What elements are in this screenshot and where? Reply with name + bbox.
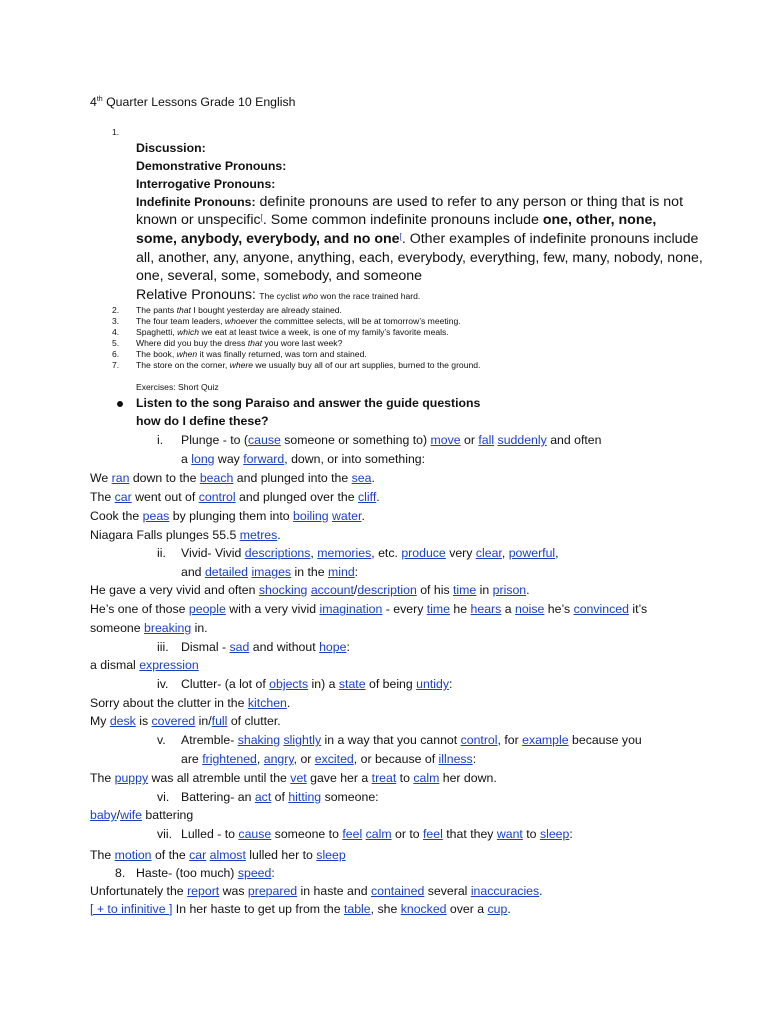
text-run: , [256, 752, 264, 766]
text-run: , down, or into something: [284, 452, 426, 466]
text-run: I bought yesterday are already stained. [190, 305, 342, 315]
text-run: one, other, none, [542, 212, 657, 228]
text-run: someone: [321, 790, 379, 804]
text-run: gave her a [306, 771, 372, 785]
word-link[interactable]: produce [401, 546, 446, 560]
word-link[interactable]: prepared [247, 884, 298, 898]
heading-indefinite: Indefinite Pronouns: [136, 195, 256, 209]
word-link[interactable]: [ + to infinitive ] [90, 902, 173, 916]
list-number: vi. [157, 790, 170, 804]
text-run: that they [442, 827, 497, 841]
word-link[interactable]: sad [229, 640, 250, 654]
example-sentence [90, 601, 647, 618]
word-link[interactable]: peas [142, 509, 170, 523]
word-link[interactable]: inaccuracies [470, 884, 540, 898]
word-link[interactable]: fall [478, 433, 495, 447]
word-link[interactable]: imagination [319, 602, 383, 616]
list-number: 6. [112, 349, 120, 359]
word-link[interactable]: detailed [204, 565, 249, 579]
word-link[interactable]: clear [475, 546, 502, 560]
text-run: Lulled - to [181, 827, 239, 841]
text-run: are [181, 752, 203, 766]
text-run: . [277, 528, 281, 542]
word-link[interactable]: control [198, 490, 236, 504]
word-link[interactable]: people [188, 602, 226, 616]
word-link[interactable]: metres [239, 528, 278, 542]
text-run: : [271, 866, 275, 880]
text-run: won the race trained hard. [318, 291, 421, 301]
example-sentence [90, 883, 543, 900]
text-run: someone or something to) [280, 433, 431, 447]
text-run: Where did you buy the dress [136, 338, 248, 348]
text-run: , [501, 546, 509, 560]
text-run: . [371, 471, 375, 485]
word-link[interactable]: feel [423, 827, 443, 841]
text-run: in [476, 583, 493, 597]
text-run: , or because of [353, 752, 439, 766]
word-link[interactable]: water [332, 509, 362, 523]
text-run: where [229, 360, 254, 370]
list-number: 1. [112, 127, 120, 137]
word-link[interactable]: covered [151, 714, 196, 728]
list-item [112, 349, 367, 360]
example-sentence [90, 807, 193, 824]
vocab-item-atremble [157, 732, 642, 749]
word-link[interactable]: cause [248, 433, 281, 447]
text-run: We [90, 471, 112, 485]
word-link[interactable]: descriptions [244, 546, 311, 560]
vocab-item-haste [115, 865, 275, 882]
text-run: or [460, 433, 479, 447]
word-link[interactable]: long [191, 452, 215, 466]
example-sentence [90, 770, 497, 787]
text-run: , etc. [371, 546, 402, 560]
text-run: which [177, 327, 200, 337]
text-run: to [522, 827, 540, 841]
word-link[interactable]: want [496, 827, 523, 841]
word-link[interactable]: move [430, 433, 461, 447]
text-run: and [181, 565, 205, 579]
word-link[interactable]: sleep [316, 848, 346, 862]
text-run: of the [151, 848, 190, 862]
text-run: was all atremble until the [148, 771, 291, 785]
text-run: Haste- (too much) [136, 866, 238, 880]
word-link[interactable]: time [426, 602, 451, 616]
word-link[interactable]: account [310, 583, 354, 597]
word-link[interactable]: hitting [288, 790, 322, 804]
word-link[interactable]: noise [514, 602, 545, 616]
word-link[interactable]: kitchen [247, 696, 287, 710]
indefinite-line-4: all, another, any, anyone, anything, each, everybody, everything, few, many, nobody, none, [136, 250, 703, 266]
word-link[interactable]: full [211, 714, 228, 728]
word-link[interactable]: forward [243, 452, 285, 466]
text-run: of clutter. [227, 714, 281, 728]
text-run: you wore last week? [262, 338, 343, 348]
list-number: 3. [112, 316, 120, 326]
word-link[interactable]: speed [237, 866, 272, 880]
relative-line [136, 286, 420, 304]
word-link[interactable]: description [357, 583, 417, 597]
text-run: several [424, 884, 471, 898]
word-link[interactable]: puppy [114, 771, 149, 785]
word-link[interactable]: almost [209, 848, 246, 862]
example-sentence [90, 508, 365, 525]
word-link[interactable]: suddenly [497, 433, 547, 447]
vocab-item-lulled [157, 826, 573, 843]
word-link[interactable]: sleep [539, 827, 570, 841]
text-run: someone to [271, 827, 343, 841]
list-number: 2. [112, 305, 120, 315]
text-run: , or [293, 752, 315, 766]
text-run: : [472, 752, 477, 766]
text-run: My [90, 714, 110, 728]
word-link[interactable]: calm [365, 827, 392, 841]
text-run: known or unspecific [136, 212, 261, 228]
text-run: or to [391, 827, 424, 841]
word-link[interactable]: objects [269, 677, 309, 691]
word-link[interactable]: shocking [258, 583, 308, 597]
text-run: of [271, 790, 289, 804]
title-text: 4 [90, 95, 97, 109]
text-run: Cook the [90, 509, 143, 523]
text-run: that [176, 305, 191, 315]
text-run: because you [568, 733, 642, 747]
word-link[interactable]: excited [314, 752, 354, 766]
text-run: Plunge - to ( [181, 433, 248, 447]
text-run: down to the [129, 471, 200, 485]
word-link[interactable]: state [338, 677, 366, 691]
text-run: in a way that you cannot [321, 733, 461, 747]
word-link[interactable]: baby [90, 808, 117, 822]
example-sentence [90, 713, 281, 730]
text-run: . [286, 696, 291, 710]
word-link[interactable]: angry [263, 752, 294, 766]
text-run: and plunged into the [233, 471, 352, 485]
example-sentence-cont [90, 620, 208, 637]
text-run: The four team leaders, [136, 316, 225, 326]
text-run: very [445, 546, 476, 560]
word-link[interactable]: prison [492, 583, 527, 597]
word-link[interactable]: example [522, 733, 569, 747]
word-link[interactable]: sea [351, 471, 372, 485]
text-run: . [361, 509, 365, 523]
text-run: Unfortunately the [90, 884, 188, 898]
text-run: The cyclist [259, 291, 303, 301]
text-run: battering [141, 808, 194, 822]
text-run: Spaghetti, [136, 327, 178, 337]
text-run: is [135, 714, 152, 728]
text-run: . [376, 490, 380, 504]
text-run: he’s [544, 602, 574, 616]
list-item [112, 327, 449, 338]
list-number: 4. [112, 327, 120, 337]
text-run: The store on the corner, [136, 360, 230, 370]
text-run: her down. [439, 771, 497, 785]
example-sentence [90, 582, 530, 599]
word-link[interactable]: cause [238, 827, 272, 841]
page-title [90, 94, 295, 111]
vocab-item-plunge [157, 432, 601, 449]
text-run: The pants [136, 305, 177, 315]
text-run: Clutter- (a lot of [181, 677, 270, 691]
text-run: in/ [195, 714, 212, 728]
word-link[interactable]: breaking [144, 621, 192, 635]
text-run: over a [446, 902, 488, 916]
text-run: was [219, 884, 248, 898]
text-run: , [555, 546, 559, 560]
text-run: Niagara Falls plunges 55.5 [90, 528, 240, 542]
word-link[interactable]: hears [470, 602, 502, 616]
word-link[interactable]: car [114, 490, 132, 504]
text-run: / [353, 583, 358, 597]
indefinite-line-3 [136, 230, 698, 248]
text-run: The book, [136, 349, 177, 359]
example-sentence [90, 527, 281, 544]
text-run: in haste and [297, 884, 371, 898]
word-link[interactable]: cup [487, 902, 508, 916]
text-run: Dismal - [181, 640, 230, 654]
exercises-label: Exercises: Short Quiz [136, 382, 219, 392]
word-link[interactable]: vet [290, 771, 307, 785]
text-run: : [448, 677, 453, 691]
example-sentence [90, 695, 290, 712]
text-run: he [450, 602, 471, 616]
text-run: it was finally returned, was torn and stained. [197, 349, 367, 359]
bullet-icon [117, 401, 123, 407]
word-link[interactable]: slightly [283, 733, 322, 747]
word-link[interactable]: motion [114, 848, 152, 862]
word-link[interactable]: illness [438, 752, 473, 766]
text-run: He gave a very vivid and often [90, 583, 259, 597]
list-item [112, 360, 480, 371]
text-run: The [90, 490, 115, 504]
footnote-link[interactable]: [ [260, 213, 263, 222]
word-link[interactable]: cliff [358, 490, 377, 504]
word-link[interactable]: act [254, 790, 272, 804]
list-number: 5. [112, 338, 120, 348]
footnote-link[interactable]: [ [399, 232, 402, 241]
heading-discussion: Discussion: [136, 141, 206, 155]
title-text: Quarter Lessons Grade 10 English [102, 95, 296, 109]
word-link[interactable]: desk [109, 714, 136, 728]
word-link[interactable]: beach [199, 471, 234, 485]
text-run: The [90, 771, 115, 785]
word-link[interactable]: powerful [508, 546, 556, 560]
word-link[interactable]: time [453, 583, 477, 597]
text-run: way [214, 452, 244, 466]
text-run: , [310, 546, 318, 560]
text-run: to [396, 771, 414, 785]
heading-interrogative: Interrogative Pronouns: [136, 177, 276, 191]
text-run: . [507, 902, 511, 916]
text-run: and often [546, 433, 602, 447]
vocab-item-vivid [157, 545, 559, 562]
text-run: whoever [224, 316, 258, 326]
word-link[interactable]: wife [120, 808, 142, 822]
text-run: of his [416, 583, 454, 597]
text-run: in the [291, 565, 329, 579]
word-link[interactable]: expression [139, 658, 199, 672]
word-link[interactable]: boiling [293, 509, 329, 523]
example-sentence [90, 489, 380, 506]
word-link[interactable]: untidy [416, 677, 449, 691]
example-sentence [90, 901, 511, 918]
text-run: He’s one of those [90, 602, 189, 616]
text-run: and without [249, 640, 320, 654]
text-run: Sorry about the clutter in the [90, 696, 248, 710]
word-link[interactable]: memories [317, 546, 372, 560]
word-link[interactable]: mind [328, 565, 355, 579]
word-link[interactable]: calm [413, 771, 440, 785]
word-link[interactable]: feel [342, 827, 363, 841]
vocab-item-clutter [157, 676, 452, 693]
vocab-item-battering [157, 789, 379, 806]
text-run: went out of [131, 490, 199, 504]
example-sentence [90, 657, 199, 674]
text-run: someone [90, 621, 145, 635]
text-run: we eat at least twice a week, is one of my family’s favorite meals. [199, 327, 449, 337]
list-item [112, 305, 342, 316]
list-number: iii. [157, 640, 169, 654]
text-run: . Other examples of indefinite pronouns include [401, 231, 699, 247]
text-run: The [90, 848, 115, 862]
word-link[interactable]: ran [111, 471, 130, 485]
list-number: i. [157, 433, 164, 447]
vocab-item-plunge-cont [181, 451, 425, 468]
text-run: lulled her to [245, 848, 317, 862]
text-run: / [116, 808, 121, 822]
list-number: 8. [115, 866, 126, 880]
text-run: some, anybody, everybody, and no one [136, 231, 400, 247]
example-sentence [90, 470, 375, 487]
text-run: in) a [308, 677, 339, 691]
word-link[interactable]: treat [371, 771, 397, 785]
text-run: definite pronouns are used to refer to any person or thing that is not [255, 194, 684, 210]
word-link[interactable]: knocked [400, 902, 447, 916]
text-run: In her haste to get up from the [172, 902, 344, 916]
text-run: , she [370, 902, 401, 916]
list-number: iv. [157, 677, 169, 691]
word-link[interactable]: car [189, 848, 207, 862]
text-run: with a very vivid [225, 602, 320, 616]
text-run: of being [365, 677, 417, 691]
text-run: and plunged over the [235, 490, 359, 504]
text-run: a [181, 452, 192, 466]
text-run: , for [497, 733, 523, 747]
text-run: Battering- an [181, 790, 255, 804]
list-item [112, 338, 342, 349]
vocab-item-dismal [157, 639, 350, 656]
text-run: . Some common indefinite pronouns include [262, 212, 543, 228]
text-run: Vivid- Vivid [181, 546, 245, 560]
text-run: when [176, 349, 198, 359]
text-run: : [346, 640, 350, 654]
vocab-item-vivid-cont [181, 564, 358, 581]
word-link[interactable]: control [460, 733, 498, 747]
word-link[interactable]: table [343, 902, 371, 916]
text-run: that [247, 338, 263, 348]
word-link[interactable]: contained [370, 884, 425, 898]
text-run: : [569, 827, 573, 841]
indefinite-line-1 [136, 193, 683, 211]
text-run: in. [191, 621, 208, 635]
text-run: - every [382, 602, 427, 616]
word-link[interactable]: convinced [573, 602, 629, 616]
indefinite-line-2 [136, 211, 656, 229]
text-run: a dismal [90, 658, 140, 672]
vocab-item-atremble-cont [181, 751, 476, 768]
guide-question: how do I define these? [136, 414, 269, 428]
word-link[interactable]: shaking [237, 733, 281, 747]
word-link[interactable]: report [187, 884, 220, 898]
bullet-text: Listen to the song Paraiso and answer the guide questions [136, 396, 481, 410]
text-run: the committee selects, will be at tomorrow’s meeting. [257, 316, 461, 326]
list-number: ii. [157, 546, 166, 560]
text-run: a [501, 602, 515, 616]
text-run: . [539, 884, 543, 898]
heading-relative: Relative Pronouns: [136, 287, 256, 303]
text-run: by plunging them into [169, 509, 294, 523]
indefinite-line-5: one, several, some, somebody, and someone [136, 268, 423, 284]
list-number: 7. [112, 360, 120, 370]
text-run: : [354, 565, 359, 579]
example-sentence [90, 847, 346, 864]
list-item [112, 316, 461, 327]
text-run: . [526, 583, 530, 597]
word-link[interactable]: frightened [202, 752, 257, 766]
text-run: it’s [628, 602, 648, 616]
word-link[interactable]: hope [319, 640, 347, 654]
list-number: v. [157, 733, 166, 747]
list-number: vii. [157, 827, 173, 841]
text-run: Atremble- [181, 733, 238, 747]
word-link[interactable]: images [251, 565, 292, 579]
title-superscript: th [96, 96, 103, 103]
text-run: we usually buy all of our art supplies, burned to the ground. [253, 360, 481, 370]
heading-demonstrative: Demonstrative Pronouns: [136, 159, 287, 173]
text-run: who [302, 291, 319, 301]
